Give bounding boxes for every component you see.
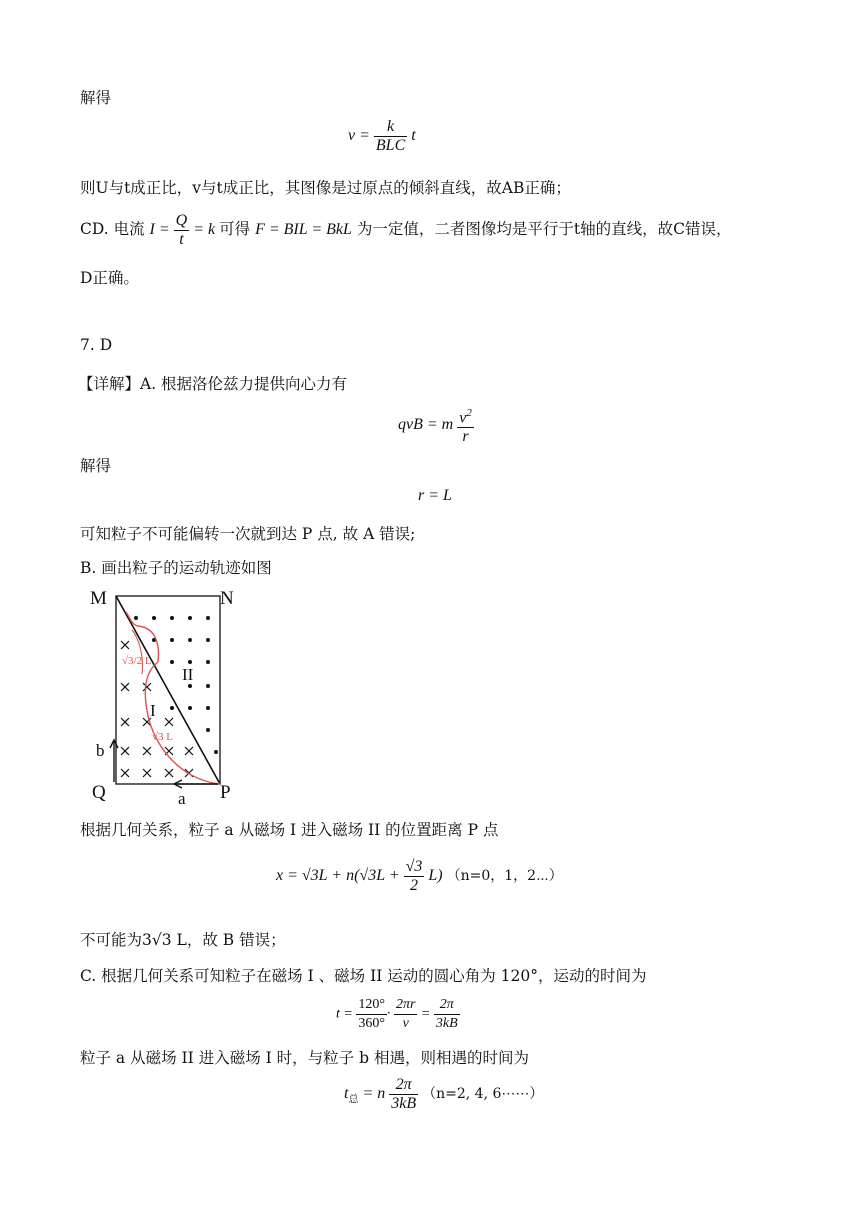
eq4-frac3 <box>434 996 460 1033</box>
eq-i-num: Q <box>175 212 188 229</box>
label-P: P <box>220 782 231 803</box>
eq1-lhs: qvB = m <box>398 415 454 433</box>
meet-text: 粒子 a 从磁场 II 进入磁场 I 时，与粒子 b 相遇，则相遇的时间为 <box>80 1049 529 1067</box>
eq3-frac-den: 2 <box>410 877 418 894</box>
label-N: N <box>220 588 234 609</box>
eq1-num <box>457 404 474 428</box>
cd-prefix: CD. 电流 <box>80 220 145 239</box>
equation-current <box>149 212 220 248</box>
cd-mid: 可得 <box>219 220 251 239</box>
eq3-lhs: x = √3L + n(√3L + <box>276 867 400 885</box>
question-number: 7. D <box>80 336 113 354</box>
b-intro: B. 画出粒子的运动轨迹如图 <box>80 559 272 577</box>
eq5-condition: （n=2, 4, 6⋯⋯） <box>422 1086 544 1103</box>
label-Q: Q <box>92 782 106 803</box>
eq-v-den: BLC <box>375 137 406 154</box>
eq1-num-sup: 2 <box>466 407 472 419</box>
eq4-f1-num: 120° <box>356 996 387 1015</box>
text-jiede-1: 解得 <box>80 89 112 107</box>
eq1-num-base: v <box>459 409 467 427</box>
eq1-fraction <box>457 404 474 446</box>
eq3-frac-num: √3 <box>405 858 423 875</box>
eq-v-fraction <box>374 118 407 155</box>
eq4-f2-den: v <box>402 1016 409 1031</box>
eq4-f1-den: 360° <box>358 1016 385 1031</box>
equation-distance <box>276 858 563 895</box>
equation-total-time <box>344 1076 543 1113</box>
detail-a: 【详解】A. 根据洛伦兹力提供向心力有 <box>78 375 348 393</box>
paragraph-cd <box>80 212 731 249</box>
cd-suffix: 为一定值，二者图像均是平行于t轴的直线，故C错误， <box>356 220 732 239</box>
eq4-equals: = <box>420 1006 431 1022</box>
paragraph-d: D正确。 <box>80 269 139 287</box>
label-region-I: I <box>150 701 156 720</box>
eq-i-fraction <box>174 212 190 249</box>
equation-lorentz <box>398 404 474 446</box>
eq5-den: 3kB <box>391 1095 417 1112</box>
equation-radius: r = L <box>418 487 452 504</box>
eq4-f2-num: 2πr <box>394 996 417 1015</box>
eq3-fraction <box>404 858 425 895</box>
eq-v-num: k <box>374 118 407 137</box>
eq-i-rhs: = k <box>193 221 216 239</box>
geometry-text: 根据几何关系，粒子 a 从磁场 I 进入磁场 II 的位置距离 P 点 <box>80 821 499 839</box>
label-region-II: II <box>182 665 194 684</box>
eq4-f3-num: 2π <box>434 996 460 1015</box>
paragraph-ab: 则U与t成正比，v与t成正比，其图像是过原点的倾斜直线，故AB正确； <box>80 179 571 197</box>
equation-time: t = $\frac{120^\circ}{360^\circ}$ · $\frac{2\pi r}{v}$ = $\frac{2\pi}{3kB}$ <box>336 997 458 1031</box>
label-a: a <box>178 789 186 808</box>
eq-i-den: t <box>179 231 184 248</box>
arc-label-sqrt3: √3 L <box>152 731 174 743</box>
eq3-rhs: L) <box>428 867 443 885</box>
eq-i-lhs: I = <box>149 221 170 239</box>
eq-v-rhs: t <box>411 127 416 145</box>
equation-v <box>348 118 416 155</box>
eq5-equals: = n <box>362 1085 386 1103</box>
eq4-t: t = <box>336 1006 353 1022</box>
a-conclusion: 可知粒子不可能偏转一次就到达 P 点, 故 A 错误; <box>80 525 416 543</box>
eq4-f3-den: 3kB <box>435 1016 458 1031</box>
label-b: b <box>96 741 105 760</box>
trajectory-arc-inner <box>132 630 143 674</box>
text-jiede-2: 解得 <box>80 457 112 475</box>
eq4-frac2 <box>394 996 417 1033</box>
eq5-lhs: t <box>344 1085 349 1103</box>
eq-v-lhs: v = <box>348 127 370 145</box>
eq5-num: 2π <box>389 1076 418 1095</box>
eq5-fraction <box>389 1076 418 1113</box>
eq3-condition: （n=0，1，2⋯） <box>446 868 563 885</box>
field-dots-out-of-page <box>134 616 218 754</box>
eq1-den: r <box>462 428 469 446</box>
arc-label-sqrt3-over-2: √3/2 L <box>122 655 152 667</box>
equation-force: F = BIL = BkL <box>255 221 352 239</box>
b-conclusion: 不可能为3√3 L，故 B 错误； <box>80 931 286 949</box>
magnetic-field-figure <box>80 584 250 812</box>
eq5-lhs-sub: 总 <box>348 1094 359 1106</box>
c-text: C. 根据几何关系可知粒子在磁场 I 、磁场 II 运动的圆心角为 120°，运动的时间为 <box>80 967 647 985</box>
label-M: M <box>90 588 107 609</box>
eq4-frac1 <box>356 996 387 1033</box>
